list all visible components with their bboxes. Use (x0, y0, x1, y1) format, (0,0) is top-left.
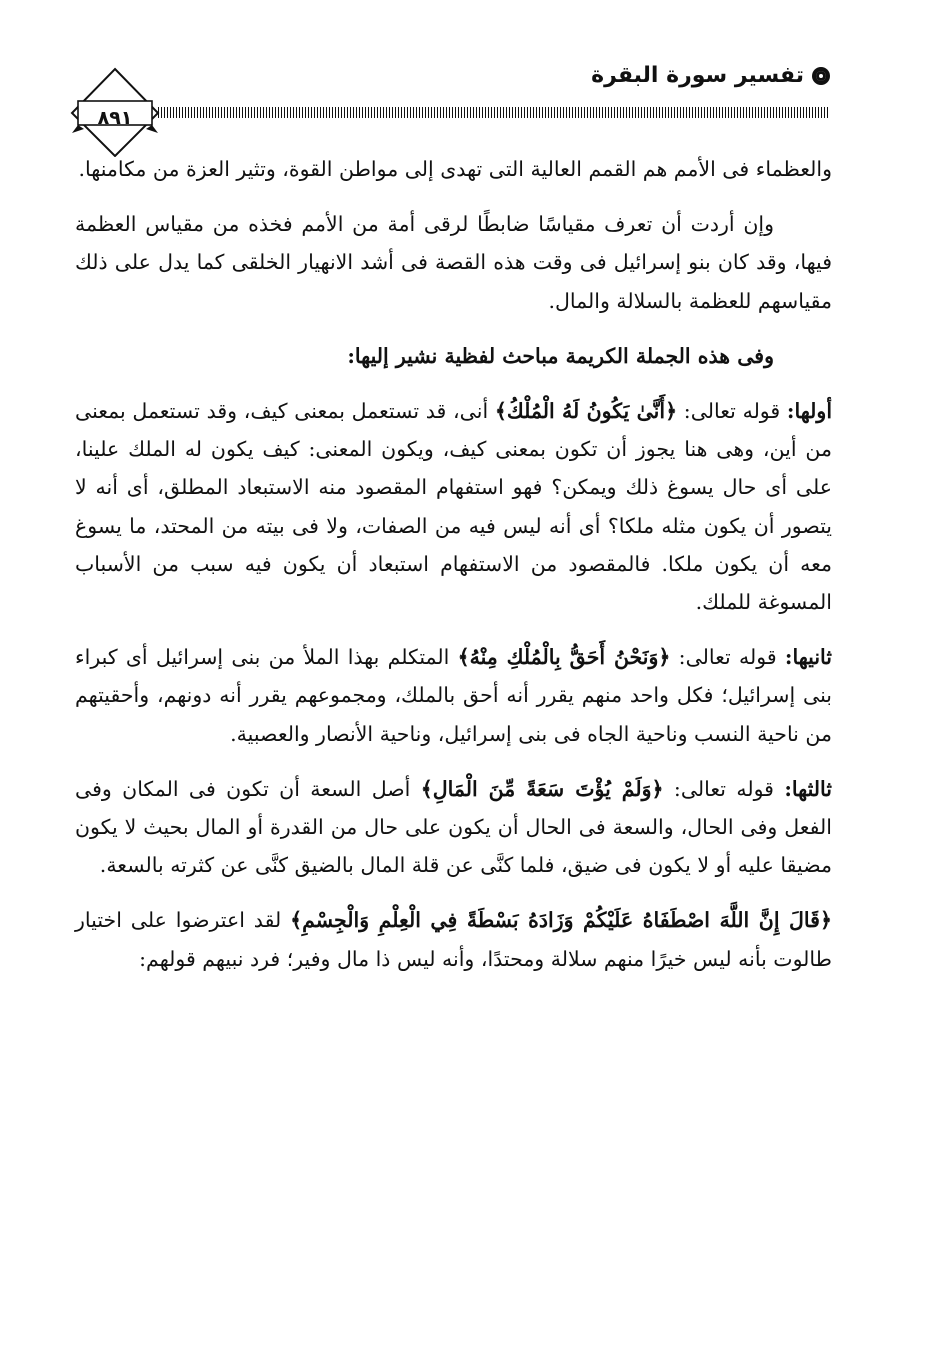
flower-ornament-icon (812, 67, 830, 85)
paragraph-verse-commentary (75, 901, 832, 977)
paragraph-1: والعظماء فى الأمم هم القمم العالية التى تهدى إلى مواطن القوة، وتثير العزة من مكامنها. (78, 157, 832, 181)
page-number-badge (70, 67, 160, 157)
page-header (70, 55, 840, 155)
quran-verse: ﴿وَنَحْنُ أَحَقُّ بِالْمُلْكِ مِنْهُ﴾ (457, 645, 671, 670)
point-intro: قوله تعالى: (663, 776, 785, 801)
commentary-text: لقد اعترضوا على اختيار طالوت بأنه ليس خيرًا منهم سلالة ومحتدًا، وأنه ليس ذا مال وفير؛ فرد نبيهم قولهم: (75, 908, 832, 971)
header-rule (158, 107, 830, 118)
point-intro: قوله تعالى: (670, 645, 785, 670)
book-title: تفسير سورة البقرة (591, 63, 804, 88)
paragraph-first-point (75, 392, 832, 621)
page-number: ٨٩١ (97, 107, 133, 129)
paragraph-second-point (75, 638, 832, 753)
section-heading: وفى هذه الجملة الكريمة مباحث لفظية نشير إليها: (347, 343, 774, 368)
title-group (591, 63, 830, 88)
quran-verse: ﴿وَلَمْ يُؤْتَ سَعَةً مِّنَ الْمَالِ﴾ (420, 776, 664, 801)
point-label: أولها: (786, 399, 833, 424)
point-intro: قوله تعالى: (677, 399, 787, 424)
point-text: أنى، قد تستعمل بمعنى كيف، وقد تستعمل بمعنى من أين، وهى هنا يجوز أن تكون بمعنى كيف، ويكون المعنى: كيف يكون له الملك علينا، على أى حال يسوغ ذلك ويمكن؟ فهو استفهام المقصود منه الاستبعاد المطلق، أى أنه لا يتصور أن يكون مثله ملكا؟ أى أنه ليس فيه من الصفات، ولا فى بيته من المحتد، ما يسوغ معه أن يكون ملكا. فالمقصود من الاستفهام استبعاد أن يكون فيه سبب من الأسباب المسوغة للملك. (75, 399, 832, 615)
point-label: ثالثها: (784, 776, 832, 801)
main-text (75, 150, 832, 978)
paragraph-third-point (75, 770, 832, 885)
quran-verse: ﴿أَنَّىٰ يَكُونُ لَهُ الْمُلْكُ﴾ (494, 399, 678, 424)
quran-verse: ﴿قَالَ إِنَّ اللَّهَ اصْطَفَاهُ عَلَيْكُمْ وَزَادَهُ بَسْطَةً فِي الْعِلْمِ وَالْجِسْمِ﴾ (290, 908, 832, 933)
paragraph-2: وإن أردت أن تعرف مقياسًا ضابطًا لرقى أمة من الأمم فخذه من مقياس العظمة فيها، وقد كان بنو إسرائيل فى وقت هذه القصة فى أشد الانهيار الخلقى كما يدل على ذلك مقياسهم للعظمة بالسلالة والمال. (75, 212, 832, 313)
point-label: ثانيها: (784, 645, 832, 670)
point-text: المتكلم بهذا الملأ من بنى إسرائيل أى كبراء بنى إسرائيل؛ فكل واحد منهم يقرر أنه أحق بالملك، ومجموعهم يقرر أنه دونهم، وأحقيتهم من ناحية النسب وناحية الجاه فى بنى إسرائيل، وناحية الأنصار والعصبية. (75, 645, 832, 746)
point-text: أصل السعة أن تكون فى المكان وفى الفعل وفى الحال، والسعة فى الحال أن يكون على حال من القدرة أو المال بحيث لا يكون مضيقا عليه أو لا يكون فى ضيق، فلما كنَّى عن قلة المال بالضيق كنَّى عن كثرته بالسعة. (75, 776, 832, 878)
